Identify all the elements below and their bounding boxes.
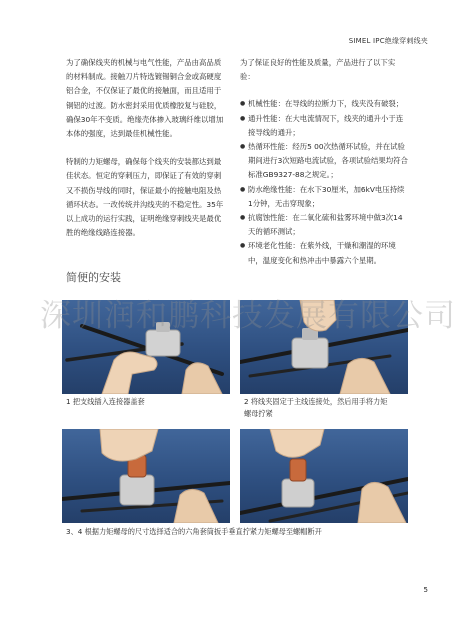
photo-step-4 [240, 429, 408, 523]
left-column [66, 56, 226, 240]
test-item-aging: ● 环境老化性能：在紫外线，干燥和潮湿的环境中，温度变化和热冲击中暴露六个星期。 [240, 239, 408, 267]
caption-step-1: 1 把支线插入连接器盖套 [66, 397, 145, 406]
photo-step-3 [62, 429, 230, 523]
photo-step-1 [62, 300, 230, 394]
test-item-mechanical: ● 机械性能：在导线的拉断力下，线夹没有破裂； [240, 97, 408, 111]
paragraph-materials: 为了确保线夹的机械与电气性能，产品由高品质的材料制成。接触刀片特选镀锡铜合金或高硬度铝合金，不仅保证了最优的接触面，而且适用于铜铝的过渡。防水密封采用优质橡胶复与硅胶，确保30年不变质。绝缘壳体掺入玻璃纤维以增加本体的强度，达到最佳机械性能。 [66, 58, 224, 139]
test-item-heat-cycle: ● 热循环性能：经历5 00次热循环试验，并在试验期间进行3次短路电流试验，各项试验结果均符合标准GB9327-88之规定。； [240, 140, 408, 183]
photo-step-2 [240, 300, 408, 394]
page-header: SIMEL IPC绝缘穿刺线夹 [348, 37, 428, 45]
section-title-installation: 简便的安装 [66, 271, 121, 284]
test-item-temperature-rise: ● 通升性能：在大电流情况下，线夹的通升小于连接导线的通升； [240, 112, 408, 140]
paragraph-torque-nut: 特制的力矩螺母，确保每个线夹的安装都达到最佳状态。恒定的穿刺压力，即保证了有效的穿刺又不损伤导线的同时，保证最小的接触电阻及热循环状态。一改传统并沟线夹的不稳定性。35年以上成功的运行实践，证明绝缘穿刺线夹是最优胜的绝缘线路连接器。 [66, 157, 224, 238]
watermark: 深圳润和鹏科技发展有限公司 [40, 298, 456, 334]
caption-step-2: 2 将线夹固定于主线连接处，然后用手将力矩螺母拧紧 [244, 397, 388, 418]
test-list [240, 97, 408, 267]
tests-intro: 为了保证良好的性能及质量，产品进行了以下实验： [240, 58, 396, 82]
caption-step-3-4: 3、4 根据力矩螺母的尺寸选择适合的六角套筒扳手垂直拧紧力矩螺母至螺帽断开 [66, 527, 322, 536]
page-number: 5 [423, 586, 428, 594]
test-item-corrosion: ● 抗腐蚀性能：在二氧化硫和盐雾环境中做3次14天的循环测试； [240, 211, 408, 239]
right-column [240, 56, 408, 268]
test-item-waterproof: ● 防水绝缘性能：在水下30厘米，加6kV电压持续1分钟，无击穿现象； [240, 183, 408, 211]
